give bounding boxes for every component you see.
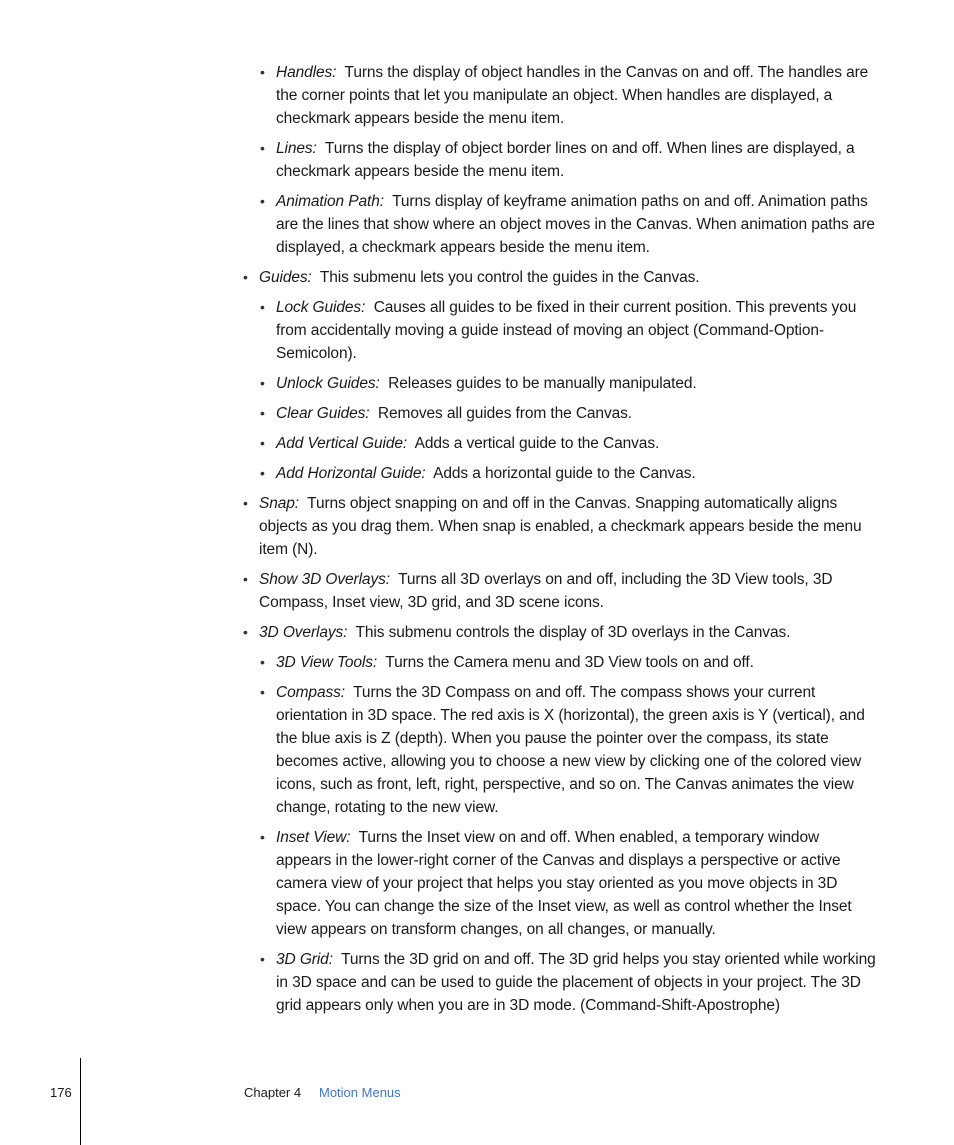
item-text: Releases guides to be manually manipulated. xyxy=(388,375,697,392)
bullet: • xyxy=(260,829,265,845)
item-term: 3D Grid: xyxy=(276,951,333,968)
bullet: • xyxy=(260,140,265,156)
list-item-unlock-guides xyxy=(260,372,877,395)
page-number: 176 xyxy=(50,1085,72,1100)
document-body xyxy=(0,61,954,1024)
list-item-animation-path xyxy=(260,190,877,259)
item-text: This submenu lets you control the guides in the Canvas. xyxy=(319,269,700,286)
list-item-3d-grid xyxy=(260,948,877,1017)
item-term: 3D Overlays: xyxy=(259,624,348,641)
list-item-show-3d-overlays xyxy=(243,568,877,614)
footer-divider xyxy=(80,1058,81,1145)
bullet: • xyxy=(260,193,265,209)
list-item-add-horizontal-guide xyxy=(260,462,877,485)
list-item-guides xyxy=(243,266,877,289)
item-text: Turns the Inset view on and off. When enabled, a temporary window appears in the lower-right corner of the Canvas and displays a perspective or active camera view of your project that helps you stay oriented as you move objects in 3D space. You can change the size of the Inset view, as well as control whether the Inset view appears on transform changes, on all changes, or manually. xyxy=(276,829,852,938)
item-text: This submenu controls the display of 3D overlays in the Canvas. xyxy=(355,624,791,641)
item-text: Adds a vertical guide to the Canvas. xyxy=(414,435,660,452)
bullet: • xyxy=(243,269,248,285)
list-item-inset-view xyxy=(260,826,877,941)
item-text: Turns display of keyframe animation paths on and off. Animation paths are the lines that show where an object moves in the Canvas. When animation paths are displayed, a checkmark appears beside the menu item. xyxy=(276,193,875,256)
item-text: Turns the Camera menu and 3D View tools on and off. xyxy=(385,654,754,671)
item-term: Show 3D Overlays: xyxy=(259,571,390,588)
chapter-title: Motion Menus xyxy=(319,1085,401,1100)
list-item-add-vertical-guide xyxy=(260,432,877,455)
item-text: Turns all 3D overlays on and off, including the 3D View tools, 3D Compass, Inset view, 3D grid, and 3D scene icons. xyxy=(259,571,833,611)
item-text: Turns the 3D Compass on and off. The compass shows your current orientation in 3D space. The red axis is X (horizontal), the green axis is Y (vertical), and the blue axis is Z (depth). When you pause the pointer over the compass, its state becomes active, allowing you to choose a new view by clicking one of the colored view icons, such as front, left, right, perspective, and so on. The Canvas animates the view change, rotating to the new view. xyxy=(276,684,865,816)
bullet: • xyxy=(260,64,265,80)
list-item-3d-overlays xyxy=(243,621,877,644)
list-item-compass xyxy=(260,681,877,819)
list-item-lock-guides xyxy=(260,296,877,365)
item-term: 3D View Tools: xyxy=(276,654,378,671)
item-text: Turns the 3D grid on and off. The 3D grid helps you stay oriented while working in 3D space and can be used to guide the placement of objects in your project. The 3D grid appears only when you are in 3D mode. (Command-Shift-Apostrophe) xyxy=(276,951,876,1014)
item-term: Compass: xyxy=(276,684,345,701)
item-term: Inset View: xyxy=(276,829,351,846)
item-text: Removes all guides from the Canvas. xyxy=(377,405,632,422)
bullet: • xyxy=(260,375,265,391)
bullet: • xyxy=(243,571,248,587)
bullet: • xyxy=(260,465,265,481)
item-term: Lines: xyxy=(276,140,317,157)
item-text: Adds a horizontal guide to the Canvas. xyxy=(433,465,696,482)
chapter-label: Chapter 4 xyxy=(244,1085,302,1100)
item-term: Handles: xyxy=(276,64,337,81)
list-item-handles xyxy=(260,61,877,130)
item-term: Unlock Guides: xyxy=(276,375,380,392)
item-term: Snap: xyxy=(259,495,300,512)
item-text: Turns the display of object border lines on and off. When lines are displayed, a checkmark appears beside the menu item. xyxy=(276,140,855,180)
item-term: Guides: xyxy=(259,269,312,286)
item-term: Add Vertical Guide: xyxy=(276,435,408,452)
bullet: • xyxy=(260,299,265,315)
bullet: • xyxy=(243,495,248,511)
item-term: Animation Path: xyxy=(276,193,384,210)
item-term: Add Horizontal Guide: xyxy=(276,465,426,482)
bullet: • xyxy=(260,684,265,700)
list-item-snap xyxy=(243,492,877,561)
bullet: • xyxy=(260,951,265,967)
bullet: • xyxy=(260,405,265,421)
item-text: Turns object snapping on and off in the Canvas. Snapping automatically aligns objects as you drag them. When snap is enabled, a checkmark appears beside the menu item (N). xyxy=(259,495,862,558)
bullet: • xyxy=(260,654,265,670)
list-item-3d-view-tools xyxy=(260,651,877,674)
list-item-lines xyxy=(260,137,877,183)
bullet: • xyxy=(243,624,248,640)
bullet: • xyxy=(260,435,265,451)
page-footer xyxy=(0,1055,954,1145)
item-term: Clear Guides: xyxy=(276,405,370,422)
item-text: Turns the display of object handles in the Canvas on and off. The handles are the corner points that let you manipulate an object. When handles are displayed, a checkmark appears beside the menu item. xyxy=(276,64,869,127)
list-item-clear-guides xyxy=(260,402,877,425)
item-text: Causes all guides to be fixed in their current position. This prevents you from accidentally moving a guide instead of moving an object (Command-Option-Semicolon). xyxy=(276,299,857,362)
item-term: Lock Guides: xyxy=(276,299,366,316)
